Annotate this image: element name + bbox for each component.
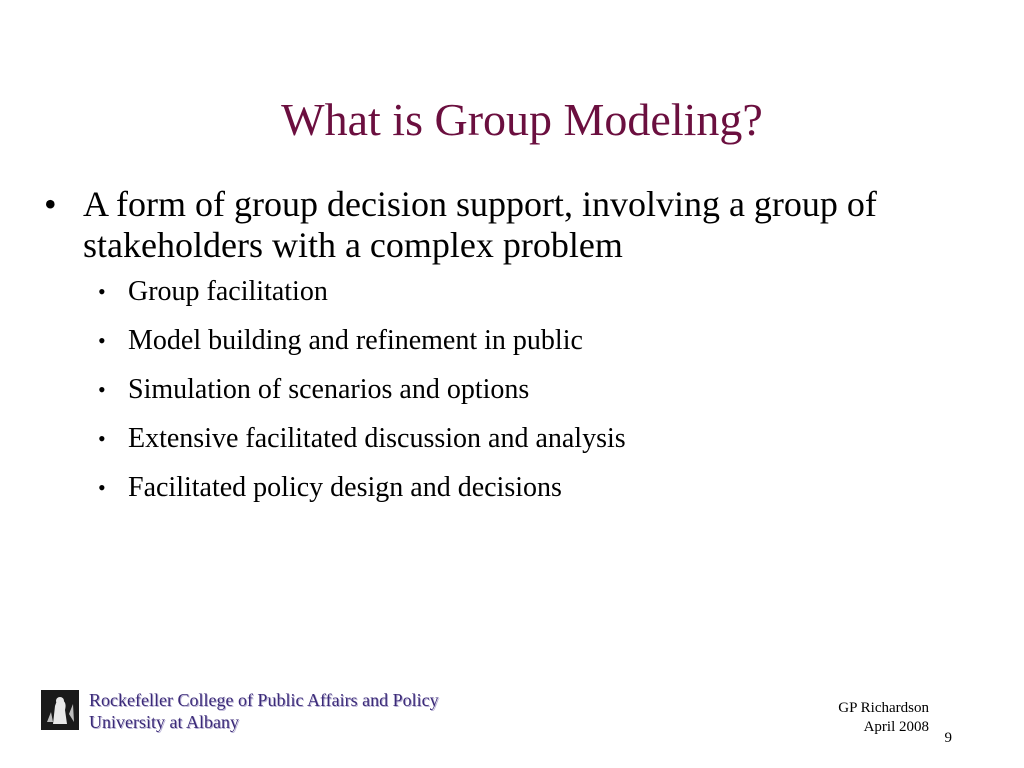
sub-bullet-text: Facilitated policy design and decisions (128, 472, 562, 503)
footer-institution (41, 689, 439, 733)
bullet-list (44, 184, 984, 521)
university-name: University at Albany (89, 712, 239, 732)
slide-title: What is Group Modeling? (281, 94, 763, 145)
sub-bullet-text: Simulation of scenarios and options (128, 374, 530, 405)
presentation-date: April 2008 (863, 719, 929, 735)
seal-graphic (43, 692, 77, 728)
university-seal-icon (41, 690, 79, 730)
page-number: 9 (944, 730, 952, 746)
sub-bullet-text: Group facilitation (128, 276, 328, 307)
bullet-icon: • (98, 328, 106, 353)
bullet-item (44, 184, 984, 266)
sub-bullet-list (44, 276, 984, 504)
sub-bullet-item (98, 276, 984, 308)
sub-bullet-item (98, 374, 984, 406)
sub-bullet-item (98, 423, 984, 455)
sub-bullet-item (98, 472, 984, 504)
bullet-icon: • (98, 279, 106, 304)
institution-name: Rockefeller College of Public Affairs and Policy (89, 690, 439, 710)
sub-bullet-item (98, 325, 984, 357)
author-name: GP Richardson (838, 700, 929, 716)
sub-bullet-text: Extensive facilitated discussion and analysis (128, 423, 626, 454)
bullet-text: A form of group decision support, involving a group of stakeholders with a complex problem (83, 184, 877, 265)
bullet-icon: • (98, 475, 106, 500)
institution-text (89, 689, 439, 733)
bullet-icon: • (98, 426, 106, 451)
bullet-icon: • (44, 184, 57, 224)
footer-author-block (838, 699, 929, 737)
sub-bullet-text: Model building and refinement in public (128, 325, 583, 356)
bullet-icon: • (98, 377, 106, 402)
